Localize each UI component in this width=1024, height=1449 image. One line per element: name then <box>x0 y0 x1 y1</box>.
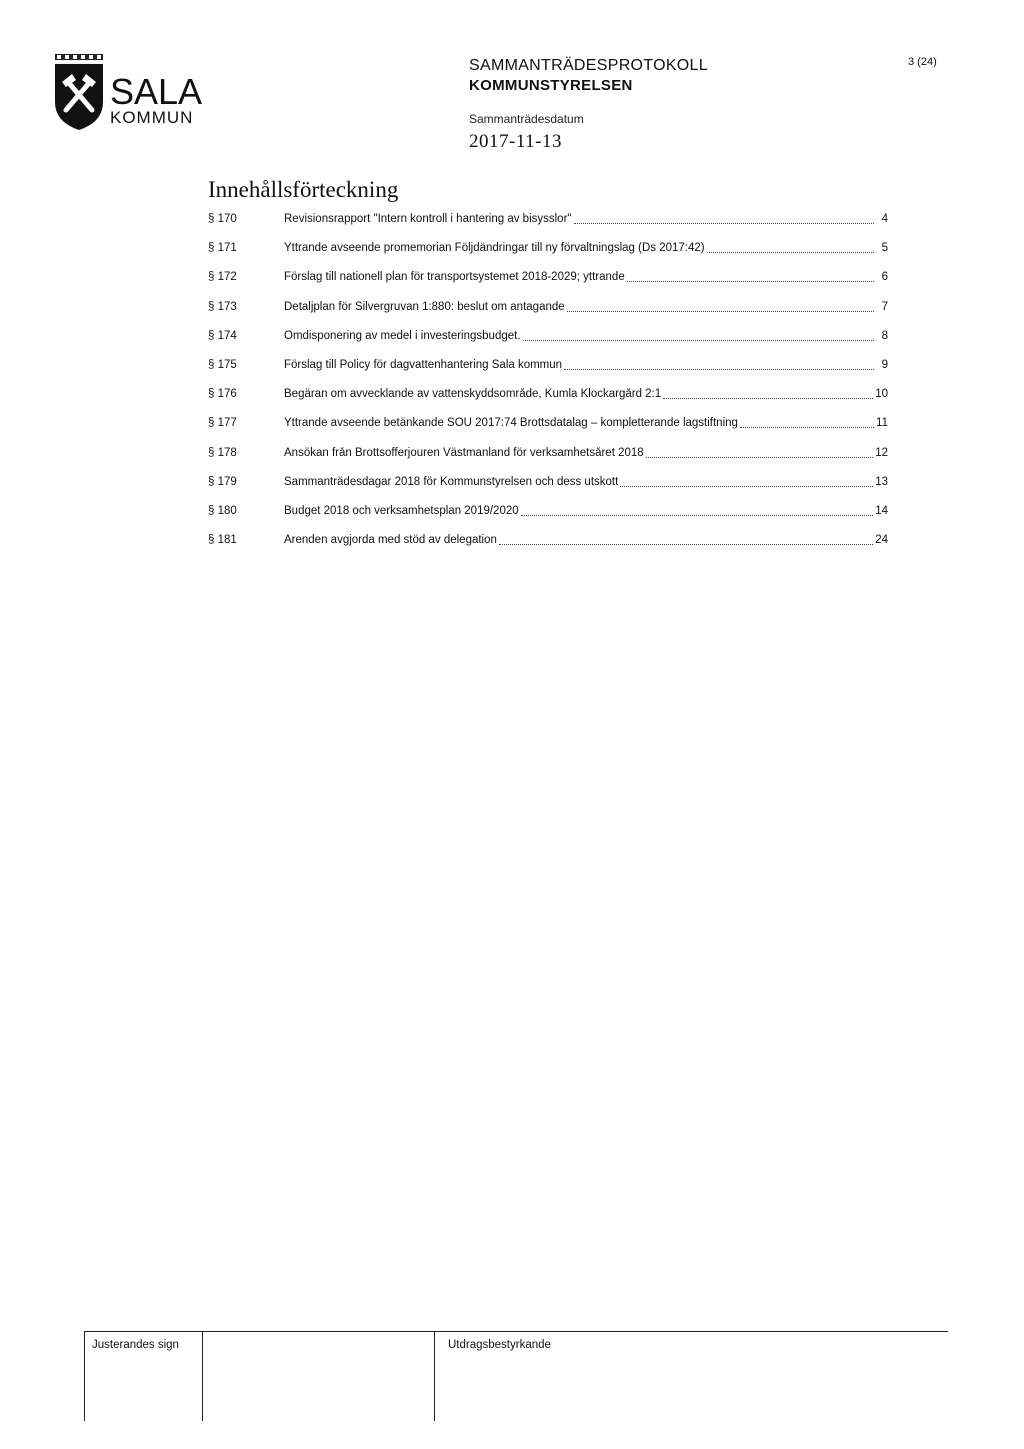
toc-page-number: 6 <box>881 271 888 284</box>
toc-page-number: 24 <box>875 534 888 547</box>
toc-row[interactable] <box>208 388 888 417</box>
toc-item-title: Omdisponering av medel i investeringsbudget. <box>284 329 521 342</box>
meeting-date: 2017-11-13 <box>469 131 562 152</box>
toc-paragraph-number: § 178 <box>208 446 237 459</box>
toc-paragraph-number: § 175 <box>208 358 237 371</box>
toc-row[interactable] <box>208 271 888 300</box>
footer-divider <box>84 1331 948 1332</box>
dot-leader <box>523 330 874 341</box>
toc-row[interactable] <box>208 330 888 359</box>
toc-row[interactable] <box>208 447 888 476</box>
toc-page-number: 13 <box>875 475 888 488</box>
toc-list <box>208 213 888 563</box>
toc-item-title: Förslag till nationell plan för transportsystemet 2018-2029; yttrande <box>284 271 625 284</box>
dot-leader <box>567 301 874 312</box>
dot-leader <box>707 242 874 253</box>
toc-paragraph-number: § 170 <box>208 213 237 225</box>
toc-paragraph-number: § 181 <box>208 534 237 547</box>
toc-item-title: Detaljplan för Silvergruvan 1:880: beslut om antagande <box>284 300 565 313</box>
sala-crest-icon <box>52 52 106 132</box>
toc-item-title: Begäran om avvecklande av vattenskyddsområde, Kumla Klockargård 2:1 <box>284 388 662 401</box>
toc-page-number: 11 <box>876 417 888 430</box>
toc-item-title: Budget 2018 och verksamhetsplan 2019/2020 <box>284 504 519 517</box>
toc-page-number: 5 <box>881 242 888 255</box>
dot-leader <box>663 388 873 399</box>
toc-page-number: 7 <box>881 300 888 313</box>
toc-row[interactable] <box>208 476 888 505</box>
utdragsbestyrkande-label: Utdragsbestyrkande <box>448 1339 551 1351</box>
dot-leader <box>627 271 874 282</box>
toc-page-number: 8 <box>881 329 888 342</box>
toc-page-number: 10 <box>875 388 888 401</box>
page-number: 3 (24) <box>908 56 937 68</box>
toc-paragraph-number: § 177 <box>208 417 237 430</box>
sala-kommun-logo <box>52 52 232 132</box>
toc-paragraph-number: § 180 <box>208 504 237 517</box>
dot-leader <box>646 447 874 458</box>
toc-page-number: 14 <box>875 504 888 517</box>
dot-leader <box>521 505 874 516</box>
toc-paragraph-number: § 176 <box>208 388 237 401</box>
footer-cell-border <box>84 1331 85 1421</box>
toc-row[interactable] <box>208 417 888 446</box>
toc-item-title: Yttrande avseende betänkande SOU 2017:74 Brottsdatalag – kompletterande lagstiftning <box>284 417 738 430</box>
dot-leader <box>574 213 875 224</box>
toc-page-number: 12 <box>875 446 888 459</box>
toc-paragraph-number: § 171 <box>208 242 237 255</box>
toc-row[interactable] <box>208 242 888 271</box>
document-type: SAMMANTRÄDESPROTOKOLL <box>469 57 708 74</box>
dot-leader <box>620 476 873 487</box>
toc-page-number: 4 <box>881 213 888 225</box>
toc-item-title: Yttrande avseende promemorian Följdändringar till ny förvaltningslag (Ds 2017:42) <box>284 242 705 255</box>
date-label: Sammanträdesdatum <box>469 112 584 126</box>
toc-item-title: Förslag till Policy för dagvattenhantering Sala kommun <box>284 358 563 371</box>
toc-item-title: Sammanträdesdagar 2018 för Kommunstyrelsen och dess utskott <box>284 475 619 488</box>
body-name: KOMMUNSTYRELSEN <box>469 77 633 94</box>
footer-cell-border <box>434 1331 435 1421</box>
toc-item-title: Ansökan från Brottsofferjouren Västmanland för verksamhetsåret 2018 <box>284 446 644 459</box>
toc-paragraph-number: § 173 <box>208 300 237 313</box>
toc-paragraph-number: § 172 <box>208 271 237 284</box>
dot-leader <box>740 417 874 428</box>
justerandes-sign-label: Justerandes sign <box>92 1339 179 1351</box>
footer-cell-border <box>202 1331 203 1421</box>
toc-row[interactable] <box>208 301 888 330</box>
toc-row[interactable] <box>208 213 888 242</box>
toc-paragraph-number: § 179 <box>208 475 237 488</box>
dot-leader <box>499 534 873 545</box>
toc-title: Innehållsförteckning <box>208 177 399 202</box>
dot-leader <box>564 359 874 370</box>
toc-paragraph-number: § 174 <box>208 329 237 342</box>
toc-row[interactable] <box>208 359 888 388</box>
logo-name: SALA <box>110 71 203 112</box>
toc-item-title: Revisionsrapport "Intern kontroll i hantering av bisysslor" <box>284 213 572 225</box>
toc-row[interactable] <box>208 534 888 563</box>
logo-subtitle: KOMMUN <box>110 108 194 127</box>
toc-page-number: 9 <box>881 358 888 371</box>
signature-footer <box>84 1331 948 1421</box>
toc-item-title: Ärenden avgjorda med stöd av delegation <box>284 534 497 547</box>
toc-row[interactable] <box>208 505 888 534</box>
